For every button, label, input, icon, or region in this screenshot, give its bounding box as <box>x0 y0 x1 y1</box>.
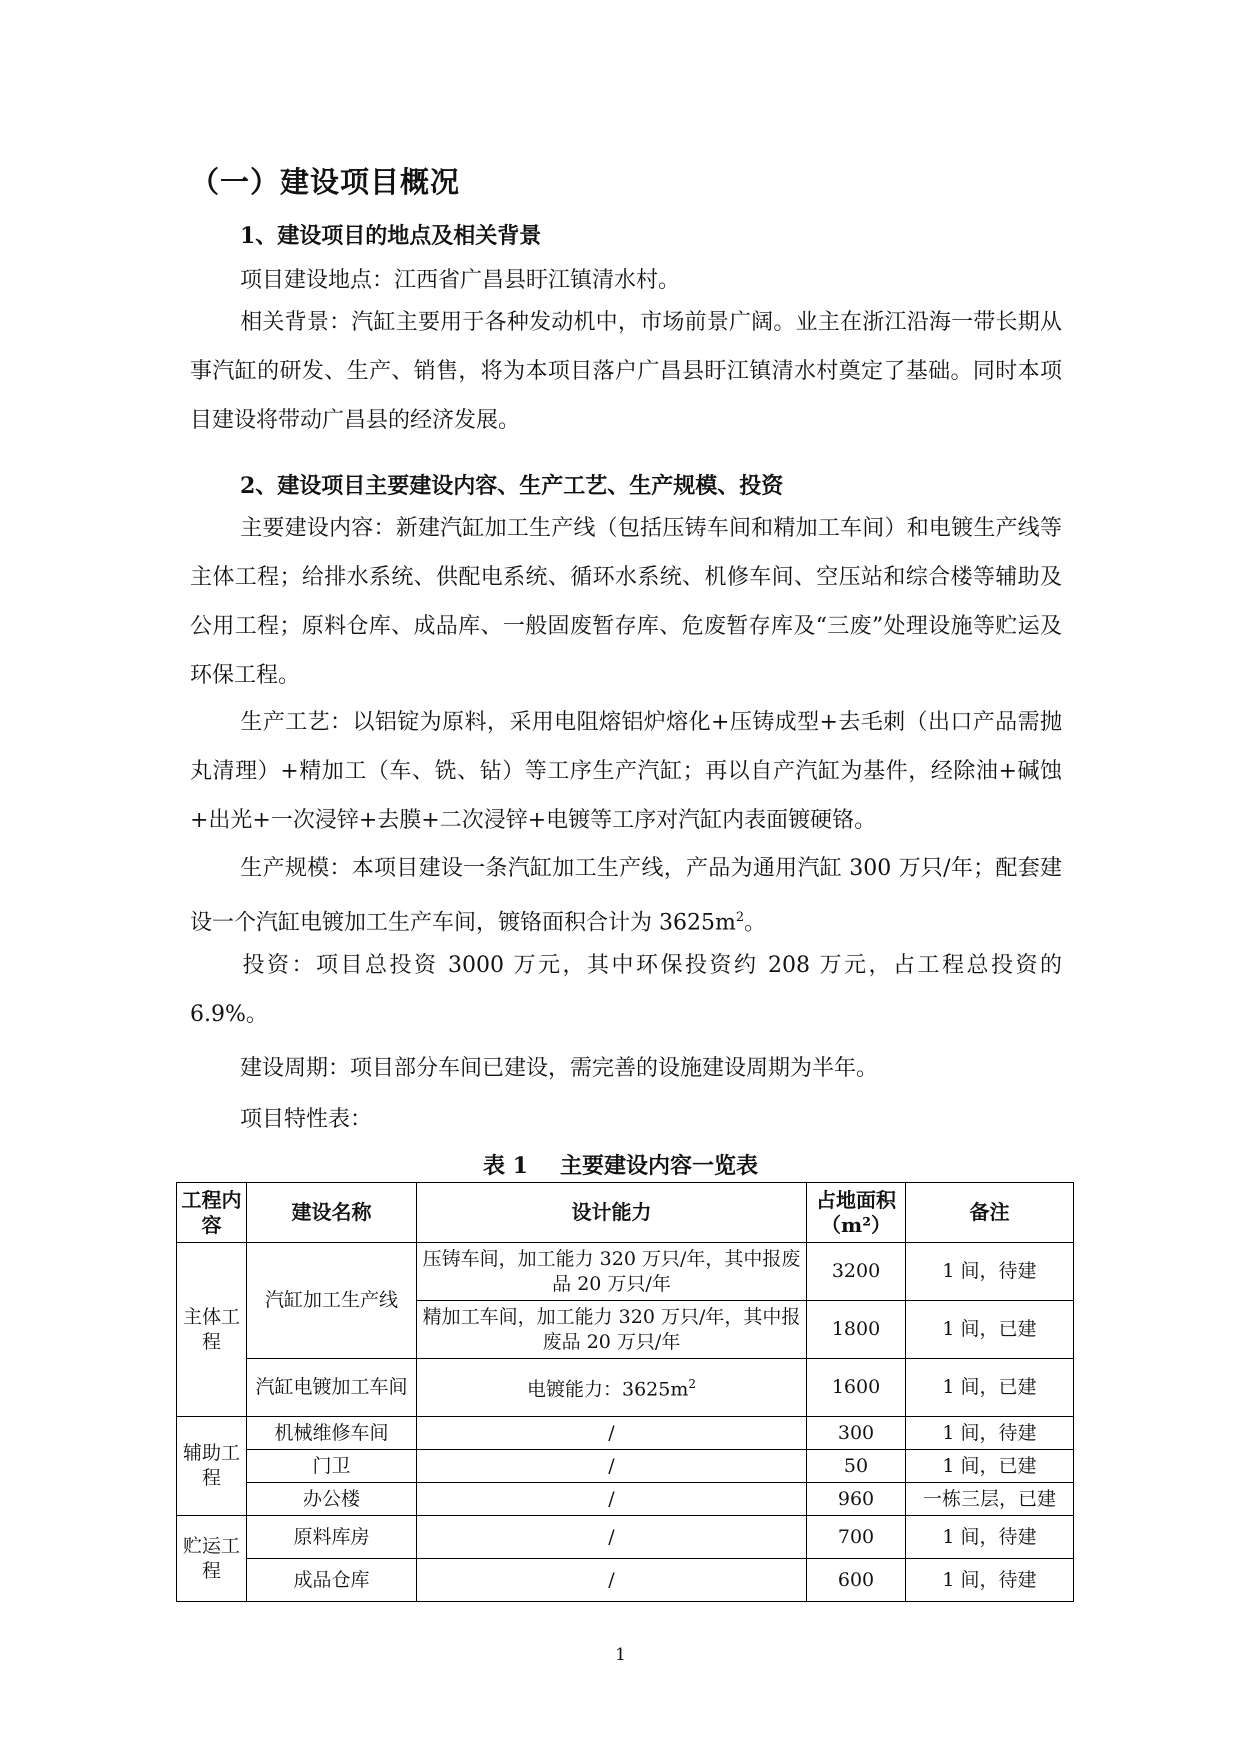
page-number: 1 <box>615 1645 626 1665</box>
capacity-superscript: 2 <box>688 1377 696 1392</box>
area-cell: 600 <box>807 1559 906 1602</box>
area-cell: 960 <box>807 1483 906 1516</box>
table-row <box>177 1516 1074 1559</box>
period-line: 建设周期：项目部分车间已建设，需完善的设施建设周期为半年。 <box>240 1056 879 1081</box>
table-caption-title: 主要建设内容一览表 <box>559 1153 758 1179</box>
background-paragraph <box>190 298 1062 445</box>
header-cell: 占地面积（m²） <box>807 1183 906 1243</box>
group-cell-aux: 辅助工程 <box>177 1417 247 1516</box>
note-cell: 1 间，已建 <box>906 1301 1074 1359</box>
subsection-title-location: 1、建设项目的地点及相关背景 <box>240 223 542 249</box>
capacity-cell: / <box>417 1417 807 1450</box>
process-paragraph <box>190 698 1062 845</box>
section-title: （一）建设项目概况 <box>190 165 461 199</box>
scale-superscript: 2 <box>735 910 745 925</box>
name-cell: 汽缸电镀加工车间 <box>247 1359 417 1417</box>
table-row <box>177 1243 1074 1301</box>
table-row <box>177 1559 1074 1602</box>
scale-text-end: 。 <box>744 910 767 936</box>
table-row <box>177 1483 1074 1516</box>
table-header-row <box>177 1183 1074 1243</box>
capacity-cell <box>417 1359 807 1417</box>
table-caption-number: 表 1 <box>483 1153 528 1179</box>
note-cell: 1 间，待建 <box>906 1516 1074 1559</box>
table-caption <box>0 1149 1241 1180</box>
construction-content-table <box>176 1182 1074 1602</box>
note-cell: 1 间，待建 <box>906 1243 1074 1301</box>
name-cell: 原料库房 <box>247 1516 417 1559</box>
name-cell: 门卫 <box>247 1450 417 1483</box>
table-row <box>177 1450 1074 1483</box>
table-row <box>177 1359 1074 1417</box>
header-cell: 备注 <box>906 1183 1074 1243</box>
capacity-cell: / <box>417 1483 807 1516</box>
invest-paragraph <box>190 941 1062 1039</box>
capacity-cell: 压铸车间，加工能力 320 万只/年，其中报废品 20 万只/年 <box>417 1243 807 1301</box>
area-cell: 300 <box>807 1417 906 1450</box>
area-cell: 50 <box>807 1450 906 1483</box>
background-text: 相关背景：汽缸主要用于各种发动机中，市场前景广阔。业主在浙江沿海一带长期从事汽缸的研发、生产、销售，将为本项目落户广昌县盱江镇清水村奠定了基础。同时本项目建设将带动广昌县的经济发展。 <box>190 310 1062 433</box>
group-cell-store: 贮运工程 <box>177 1516 247 1602</box>
capacity-cell: / <box>417 1516 807 1559</box>
header-cell: 建设名称 <box>247 1183 417 1243</box>
process-text: 生产工艺：以铝锭为原料，采用电阻熔铝炉熔化+压铸成型+去毛刺（出口产品需抛丸清理）+精加工（车、铣、钻）等工序生产汽缸；再以自产汽缸为基件，经除油+碱蚀+出光+一次浸锌+去膜+二次浸锌+电镀等工序对汽缸内表面镀硬铬。 <box>190 710 1062 833</box>
capacity-cell: / <box>417 1450 807 1483</box>
capacity-cell: / <box>417 1559 807 1602</box>
location-line: 项目建设地点：江西省广昌县盱江镇清水村。 <box>240 268 681 293</box>
note-cell: 1 间，已建 <box>906 1450 1074 1483</box>
header-cell: 工程内容 <box>177 1183 247 1243</box>
table-row <box>177 1417 1074 1450</box>
invest-text: 投资：项目总投资 3000 万元，其中环保投资约 208 万元，占工程总投资的 6.9%。 <box>190 953 1062 1027</box>
name-cell: 汽缸加工生产线 <box>247 1243 417 1359</box>
note-cell: 1 间，待建 <box>906 1559 1074 1602</box>
area-cell: 3200 <box>807 1243 906 1301</box>
note-cell: 1 间，已建 <box>906 1359 1074 1417</box>
note-cell: 1 间，待建 <box>906 1417 1074 1450</box>
content-text: 主要建设内容：新建汽缸加工生产线（包括压铸车间和精加工车间）和电镀生产线等主体工程；给排水系统、供配电系统、循环水系统、机修车间、空压站和综合楼等辅助及公用工程；原料仓库、成品库、一般固废暂存库、危废暂存库及“三废”处理设施等贮运及环保工程。 <box>190 516 1062 688</box>
scale-text: 生产规模：本项目建设一条汽缸加工生产线，产品为通用汽缸 300 万只/年；配套建设一个汽缸电镀加工生产车间，镀铬面积合计为 3625m <box>190 856 1062 936</box>
header-cell: 设计能力 <box>417 1183 807 1243</box>
feature-line: 项目特性表： <box>240 1107 373 1132</box>
area-cell: 700 <box>807 1516 906 1559</box>
name-cell: 办公楼 <box>247 1483 417 1516</box>
area-cell: 1800 <box>807 1301 906 1359</box>
area-cell: 1600 <box>807 1359 906 1417</box>
name-cell: 成品仓库 <box>247 1559 417 1602</box>
capacity-cell: 精加工车间，加工能力 320 万只/年，其中报废品 20 万只/年 <box>417 1301 807 1359</box>
note-cell: 一栋三层，已建 <box>906 1483 1074 1516</box>
scale-paragraph <box>190 844 1062 947</box>
subsection-title-content: 2、建设项目主要建设内容、生产工艺、生产规模、投资 <box>240 473 784 499</box>
name-cell: 机械维修车间 <box>247 1417 417 1450</box>
content-paragraph <box>190 504 1062 700</box>
group-cell-main: 主体工程 <box>177 1243 247 1417</box>
capacity-text: 电镀能力：3625m <box>526 1378 689 1401</box>
